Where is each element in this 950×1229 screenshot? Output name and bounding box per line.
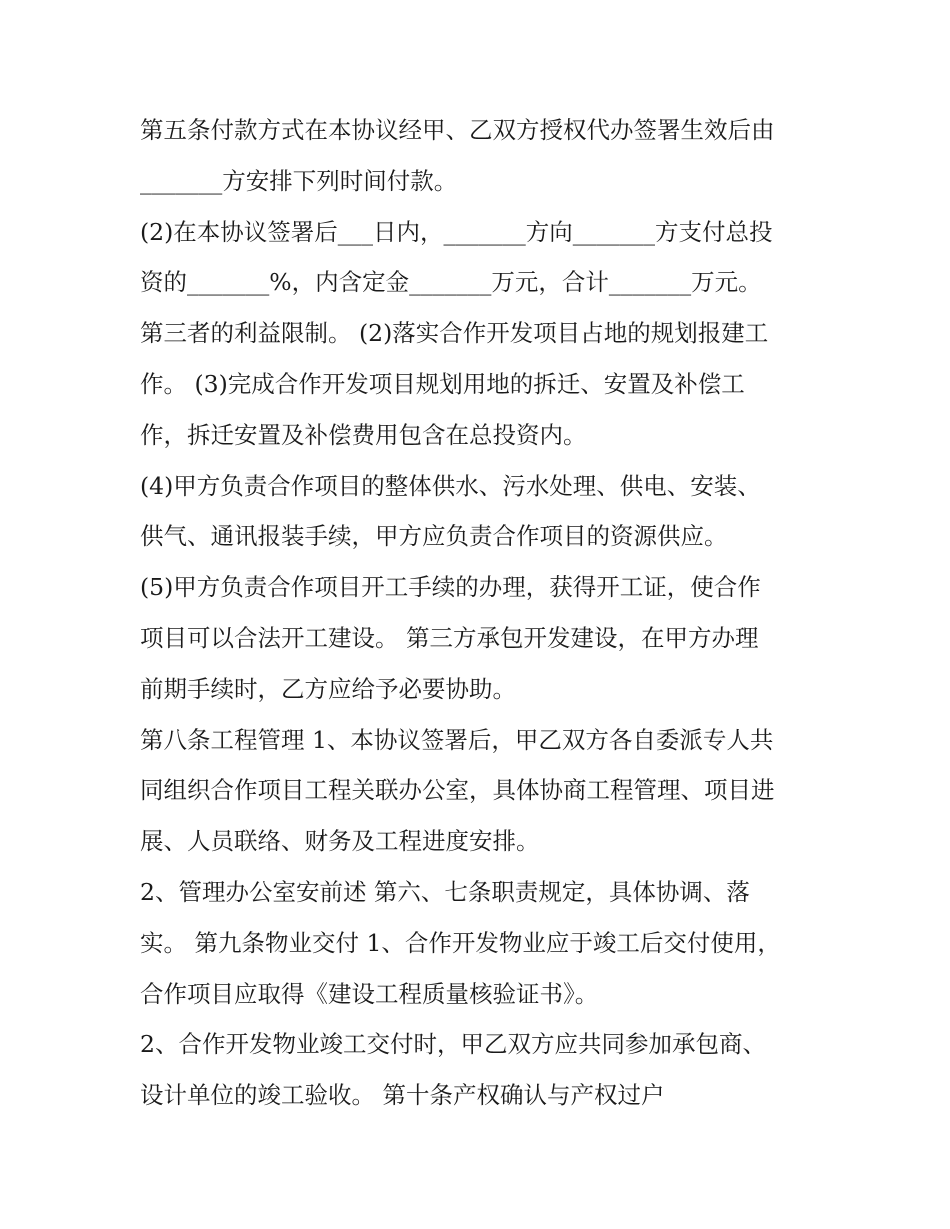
text-line: 第八条工程管理 1、本协议签署后，甲乙双方各自委派专人共 bbox=[140, 725, 774, 754]
text-line: 第五条付款方式在本协议经甲、乙双方授权代办签署生效后由 bbox=[140, 116, 775, 144]
text-line: 项目可以合法开工建设。 第三方承包开发建设，在甲方办理 bbox=[140, 623, 759, 652]
text-line: 资的_______%，内含定金_______万元，合计_______万元。 bbox=[140, 268, 762, 297]
text-line: (2)在本协议签署后___日内，_______方向_______方支付总投 bbox=[140, 217, 773, 246]
text-line: _______方安排下列时间付款。 bbox=[140, 166, 458, 195]
text-line: (4)甲方负责合作项目的整体供水、污水处理、供电、安装、 bbox=[140, 471, 761, 500]
document-body bbox=[140, 105, 820, 1121]
text-line: 设计单位的竣工验收。 第十条产权确认与产权过户 bbox=[140, 1081, 665, 1110]
text-line: 2、管理办公室安前述 第六、七条职责规定，具体协调、落 bbox=[140, 877, 750, 906]
text-line: 作。 (3)完成合作开发项目规划用地的拆迁、安置及补偿工 bbox=[140, 369, 745, 398]
text-line: (5)甲方负责合作项目开工手续的办理，获得开工证，使合作 bbox=[140, 573, 761, 602]
text-line: 实。 第九条物业交付 1、合作开发物业应于竣工后交付使用， bbox=[140, 928, 781, 957]
text-line: 作，拆迁安置及补偿费用包含在总投资内。 bbox=[140, 420, 587, 449]
text-line: 前期手续时，乙方应给予必要协助。 bbox=[140, 674, 516, 703]
text-line: 第三者的利益限制。 (2)落实合作开发项目占地的规划报建工 bbox=[140, 319, 769, 348]
text-line: 2、合作开发物业竣工交付时，甲乙双方应共同参加承包商、 bbox=[140, 1030, 766, 1059]
text-line: 供气、通讯报装手续，甲方应负责合作项目的资源供应。 bbox=[140, 522, 728, 551]
text-line: 展、人员联络、财务及工程进度安排。 bbox=[140, 827, 540, 856]
text-line: 同组织合作项目工程关联办公室，具体协商工程管理、项目进 bbox=[140, 776, 775, 805]
text-line: 合作项目应取得《建设工程质量核验证书》。 bbox=[140, 979, 599, 1008]
